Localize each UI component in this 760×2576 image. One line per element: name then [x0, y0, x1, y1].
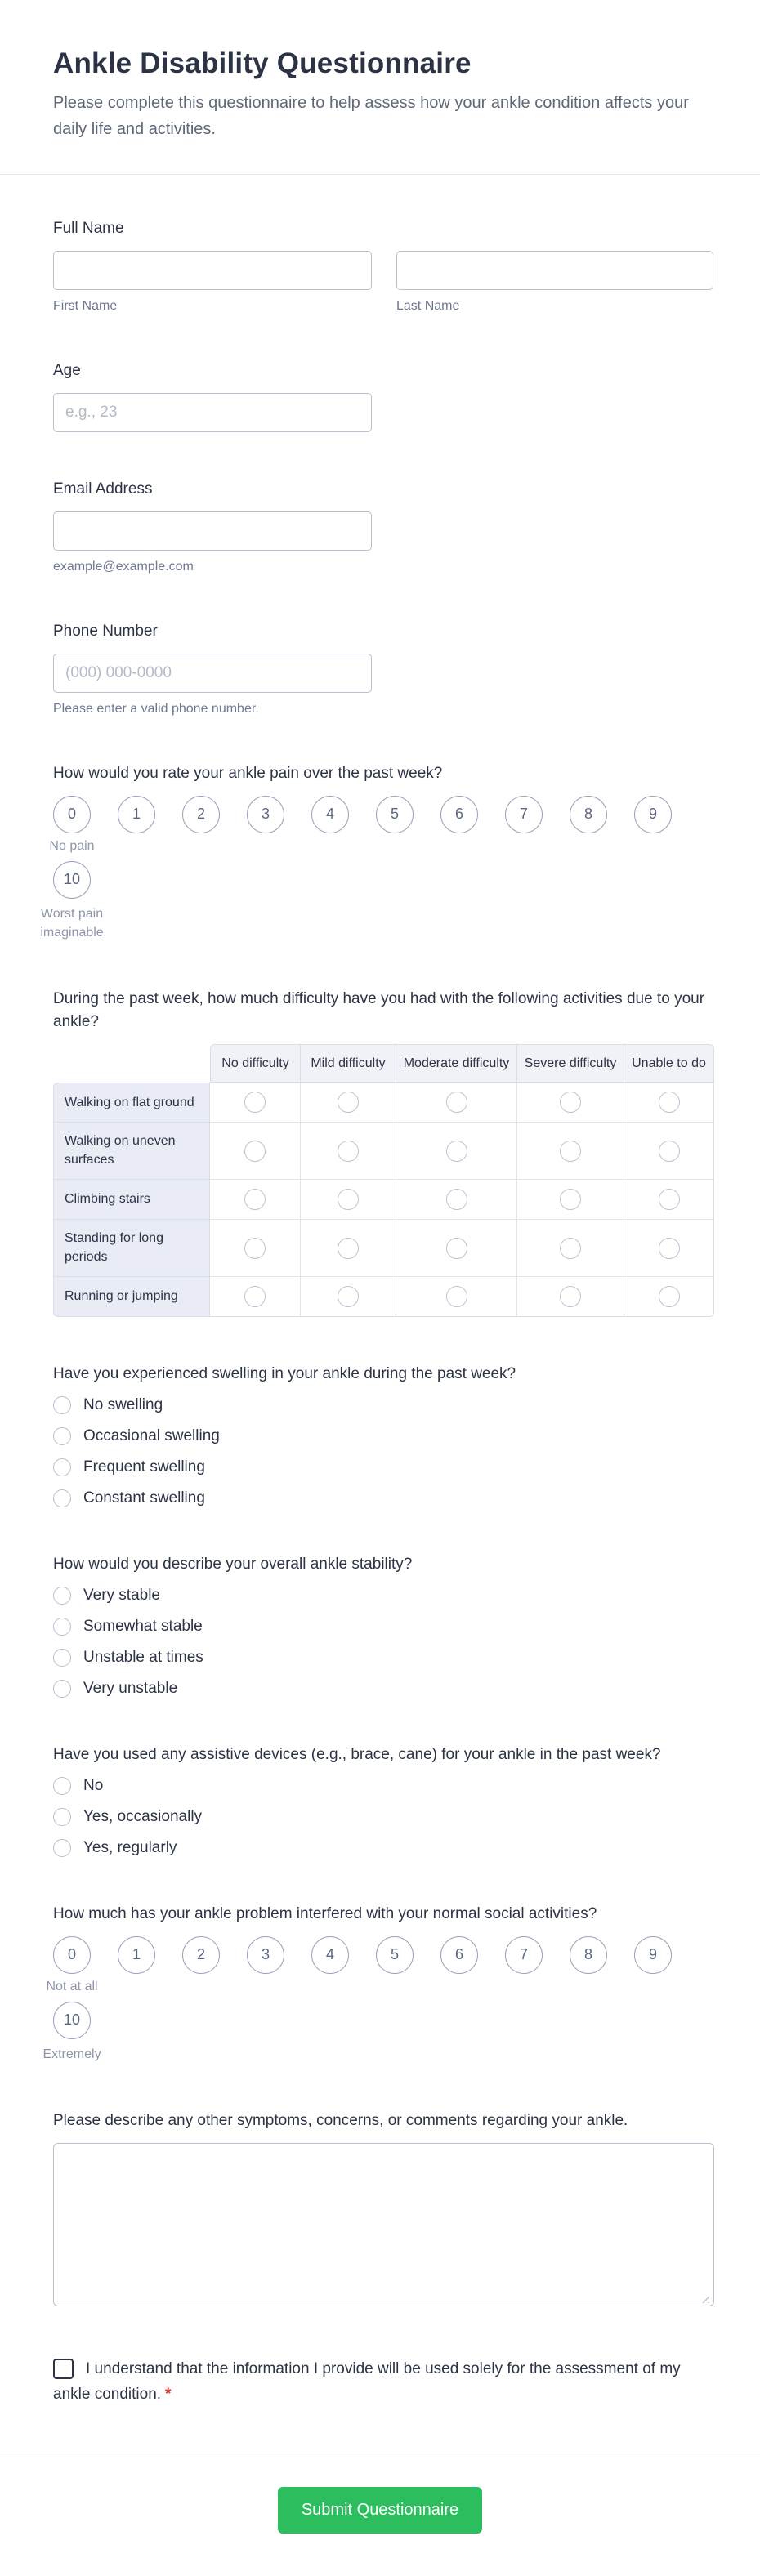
- matrix-radio[interactable]: [560, 1189, 581, 1210]
- social-scale-widget: [42, 1936, 714, 2064]
- matrix-radio[interactable]: [446, 1092, 467, 1113]
- scale-option-6[interactable]: 6: [440, 796, 478, 833]
- radio-icon[interactable]: [53, 1458, 71, 1476]
- swelling-question: [53, 1363, 714, 1507]
- matrix-row-label: Climbing stairs: [53, 1180, 210, 1220]
- form-footer: [0, 2453, 760, 2576]
- radio-option-label: Occasional swelling: [83, 1426, 220, 1444]
- matrix-row-label: Walking on uneven surfaces: [53, 1123, 210, 1180]
- scale-option-8[interactable]: 8: [570, 796, 607, 833]
- stability-label: How would you describe your overall ankle stability?: [53, 1555, 413, 1573]
- radio-icon[interactable]: [53, 1680, 71, 1698]
- scale-option-7[interactable]: 7: [505, 796, 543, 833]
- matrix-cell: [301, 1083, 396, 1123]
- matrix-radio[interactable]: [659, 1286, 680, 1307]
- matrix-cell: [517, 1083, 624, 1123]
- scale-min-label: Not at all: [46, 1979, 98, 1993]
- radio-option-label: Somewhat stable: [83, 1617, 203, 1635]
- matrix-radio[interactable]: [338, 1189, 359, 1210]
- phone-input[interactable]: [53, 654, 372, 693]
- matrix-radio[interactable]: [560, 1141, 581, 1162]
- matrix-cell: [396, 1123, 517, 1180]
- swelling-label: Have you experienced swelling in your ankle during the past week?: [53, 1364, 516, 1382]
- name-row: [53, 251, 714, 314]
- scale-option-5[interactable]: 5: [376, 796, 414, 833]
- matrix-radio[interactable]: [446, 1286, 467, 1307]
- matrix-radio[interactable]: [338, 1286, 359, 1307]
- scale-max-label: Extremely: [42, 2047, 101, 2061]
- matrix-cell: [210, 1277, 301, 1317]
- radio-option[interactable]: [53, 1839, 714, 1857]
- matrix-radio[interactable]: [338, 1238, 359, 1259]
- matrix-radio[interactable]: [659, 1141, 680, 1162]
- matrix-row: [53, 1123, 714, 1180]
- matrix-cell: [624, 1277, 714, 1317]
- stability-question: [53, 1553, 714, 1698]
- matrix-cell: [517, 1180, 624, 1220]
- matrix-radio[interactable]: [244, 1141, 266, 1162]
- matrix-radio[interactable]: [446, 1141, 467, 1162]
- matrix-row-label: Standing for long periods: [53, 1220, 210, 1277]
- radio-icon[interactable]: [53, 1777, 71, 1795]
- form-header: [0, 0, 760, 175]
- last-name-input[interactable]: [396, 251, 713, 290]
- radio-option-label: Unstable at times: [83, 1648, 203, 1666]
- matrix-column-header: Mild difficulty: [301, 1044, 396, 1083]
- age-label: Age: [53, 361, 81, 379]
- radio-icon[interactable]: [53, 1489, 71, 1507]
- radio-icon[interactable]: [53, 1618, 71, 1636]
- scale-option-1[interactable]: 1: [118, 1936, 155, 1974]
- scale-option-0[interactable]: 0: [53, 1936, 91, 1974]
- matrix-cell: [624, 1220, 714, 1277]
- radio-option-label: No: [83, 1776, 104, 1794]
- matrix-cell: [301, 1220, 396, 1277]
- pain-scale-question: [40, 762, 714, 942]
- radio-option[interactable]: [53, 1680, 714, 1698]
- age-input[interactable]: [53, 393, 372, 432]
- email-input[interactable]: [53, 511, 372, 551]
- consent-checkbox[interactable]: [53, 2359, 74, 2379]
- radio-option-label: Very stable: [83, 1586, 160, 1604]
- devices-options: [53, 1777, 714, 1857]
- matrix-cell: [210, 1220, 301, 1277]
- difficulty-matrix-table: [53, 1044, 714, 1317]
- first-name-col: [53, 251, 372, 314]
- difficulty-matrix-label: During the past week, how much difficulty have you had with the following activities due to your ankle?: [53, 990, 705, 1031]
- matrix-cell: [624, 1083, 714, 1123]
- stability-options: [53, 1587, 714, 1698]
- social-scale-question: [42, 1903, 714, 2064]
- matrix-radio[interactable]: [560, 1092, 581, 1113]
- devices-question: [53, 1743, 714, 1857]
- matrix-cell: [396, 1083, 517, 1123]
- scale-option-2[interactable]: 2: [182, 796, 220, 833]
- matrix-radio[interactable]: [338, 1141, 359, 1162]
- radio-option-label: Frequent swelling: [83, 1458, 205, 1476]
- full-name-label: Full Name: [53, 219, 124, 237]
- radio-option[interactable]: [53, 1396, 714, 1414]
- matrix-row: [53, 1180, 714, 1220]
- consent-label: I understand that the information I provide will be used solely for the assessment of my ankle condition.: [53, 2360, 681, 2404]
- phone-question: [53, 620, 714, 717]
- full-name-question: [53, 217, 714, 314]
- radio-icon[interactable]: [53, 1649, 71, 1667]
- matrix-cell: [396, 1180, 517, 1220]
- consent-question: [53, 2356, 682, 2407]
- matrix-radio[interactable]: [560, 1238, 581, 1259]
- matrix-cell: [301, 1123, 396, 1180]
- email-hint: example@example.com: [53, 559, 194, 574]
- scale-option-5[interactable]: 5: [376, 1936, 414, 1974]
- matrix-row: [53, 1220, 714, 1277]
- radio-icon[interactable]: [53, 1396, 71, 1414]
- radio-option-label: Constant swelling: [83, 1489, 205, 1507]
- email-label: Email Address: [53, 480, 153, 498]
- matrix-cell: [210, 1180, 301, 1220]
- swelling-options: [53, 1396, 714, 1507]
- matrix-radio[interactable]: [446, 1189, 467, 1210]
- radio-option[interactable]: [53, 1489, 714, 1507]
- scale-option-4[interactable]: 4: [311, 1936, 349, 1974]
- radio-option[interactable]: [53, 1458, 714, 1476]
- matrix-radio[interactable]: [244, 1189, 266, 1210]
- matrix-row-label: Running or jumping: [53, 1277, 210, 1317]
- radio-icon[interactable]: [53, 1587, 71, 1605]
- scale-max-label: Worst pain imaginable: [40, 906, 104, 940]
- scale-option-1[interactable]: 1: [118, 796, 155, 833]
- email-question: [53, 478, 714, 574]
- first-name-input[interactable]: [53, 251, 372, 290]
- submit-button[interactable]: Submit Questionnaire: [278, 2487, 482, 2534]
- matrix-row: [53, 1277, 714, 1317]
- matrix-cell: [210, 1123, 301, 1180]
- scale-option-9[interactable]: 9: [634, 1936, 672, 1974]
- matrix-cell: [517, 1123, 624, 1180]
- scale-option-6[interactable]: 6: [440, 1936, 478, 1974]
- age-question: [53, 359, 714, 432]
- matrix-radio[interactable]: [560, 1286, 581, 1307]
- radio-icon[interactable]: [53, 1808, 71, 1826]
- phone-label: Phone Number: [53, 622, 158, 640]
- radio-option[interactable]: [53, 1618, 714, 1636]
- scale-option-3[interactable]: 3: [247, 1936, 284, 1974]
- matrix-cell: [517, 1220, 624, 1277]
- matrix-cell: [301, 1277, 396, 1317]
- scale-option-3[interactable]: 3: [247, 796, 284, 833]
- matrix-column-header: Moderate difficulty: [396, 1044, 517, 1083]
- pain-scale-widget: [40, 796, 714, 942]
- matrix-cell: [624, 1180, 714, 1220]
- matrix-row: [53, 1083, 714, 1123]
- difficulty-matrix-question: [53, 988, 714, 1317]
- matrix-cell: [396, 1220, 517, 1277]
- matrix-column-header: Severe difficulty: [517, 1044, 624, 1083]
- scale-option-2[interactable]: 2: [182, 1936, 220, 1974]
- matrix-cell: [396, 1277, 517, 1317]
- matrix-row-label: Walking on flat ground: [53, 1083, 210, 1123]
- matrix-radio[interactable]: [659, 1092, 680, 1113]
- radio-option[interactable]: [53, 1777, 714, 1795]
- radio-option-label: Very unstable: [83, 1679, 178, 1697]
- last-name-sublabel: Last Name: [396, 298, 460, 313]
- social-scale-label: How much has your ankle problem interfered with your normal social activities?: [53, 1904, 597, 1922]
- matrix-column-header: No difficulty: [210, 1044, 301, 1083]
- comments-label: Please describe any other symptoms, concerns, or comments regarding your ankle.: [53, 2112, 628, 2130]
- radio-option-label: No swelling: [83, 1395, 163, 1413]
- radio-option[interactable]: [53, 1808, 714, 1826]
- matrix-radio[interactable]: [659, 1238, 680, 1259]
- required-asterisk: *: [165, 2386, 172, 2404]
- radio-icon[interactable]: [53, 1839, 71, 1857]
- scale-option-7[interactable]: 7: [505, 1936, 543, 1974]
- pain-scale-label: How would you rate your ankle pain over the past week?: [53, 764, 443, 782]
- last-name-col: [396, 251, 714, 314]
- form-subtitle: Please complete this questionnaire to help assess how your ankle condition affects your daily life and activities.: [53, 94, 689, 139]
- comments-textarea[interactable]: [53, 2143, 714, 2306]
- matrix-corner: [53, 1044, 210, 1083]
- phone-hint: Please enter a valid phone number.: [53, 701, 259, 716]
- scale-option-0[interactable]: 0: [53, 796, 91, 833]
- radio-option[interactable]: [53, 1649, 714, 1667]
- matrix-radio[interactable]: [244, 1092, 266, 1113]
- scale-min-label: No pain: [49, 838, 95, 853]
- matrix-radio[interactable]: [338, 1092, 359, 1113]
- scale-option-4[interactable]: 4: [311, 796, 349, 833]
- radio-option[interactable]: [53, 1427, 714, 1445]
- matrix-radio[interactable]: [244, 1286, 266, 1307]
- matrix-cell: [210, 1083, 301, 1123]
- radio-option[interactable]: [53, 1587, 714, 1605]
- radio-option-label: Yes, regularly: [83, 1838, 177, 1856]
- matrix-radio[interactable]: [244, 1238, 266, 1259]
- matrix-column-header: Unable to do: [624, 1044, 714, 1083]
- scale-option-8[interactable]: 8: [570, 1936, 607, 1974]
- radio-option-label: Yes, occasionally: [83, 1807, 203, 1825]
- scale-option-10[interactable]: 10: [53, 861, 91, 899]
- matrix-cell: [624, 1123, 714, 1180]
- first-name-sublabel: First Name: [53, 298, 118, 313]
- scale-option-9[interactable]: 9: [634, 796, 672, 833]
- comments-textarea-wrap: [53, 2143, 714, 2310]
- form-body: [0, 175, 760, 2407]
- devices-label: Have you used any assistive devices (e.g., brace, cane) for your ankle in the past week?: [53, 1745, 661, 1763]
- form-title: Ankle Disability Questionnaire: [53, 47, 472, 79]
- matrix-cell: [517, 1277, 624, 1317]
- matrix-radio[interactable]: [659, 1189, 680, 1210]
- scale-option-10[interactable]: 10: [53, 2002, 91, 2039]
- radio-icon[interactable]: [53, 1427, 71, 1445]
- comments-question: [53, 2109, 714, 2310]
- matrix-cell: [301, 1180, 396, 1220]
- matrix-radio[interactable]: [446, 1238, 467, 1259]
